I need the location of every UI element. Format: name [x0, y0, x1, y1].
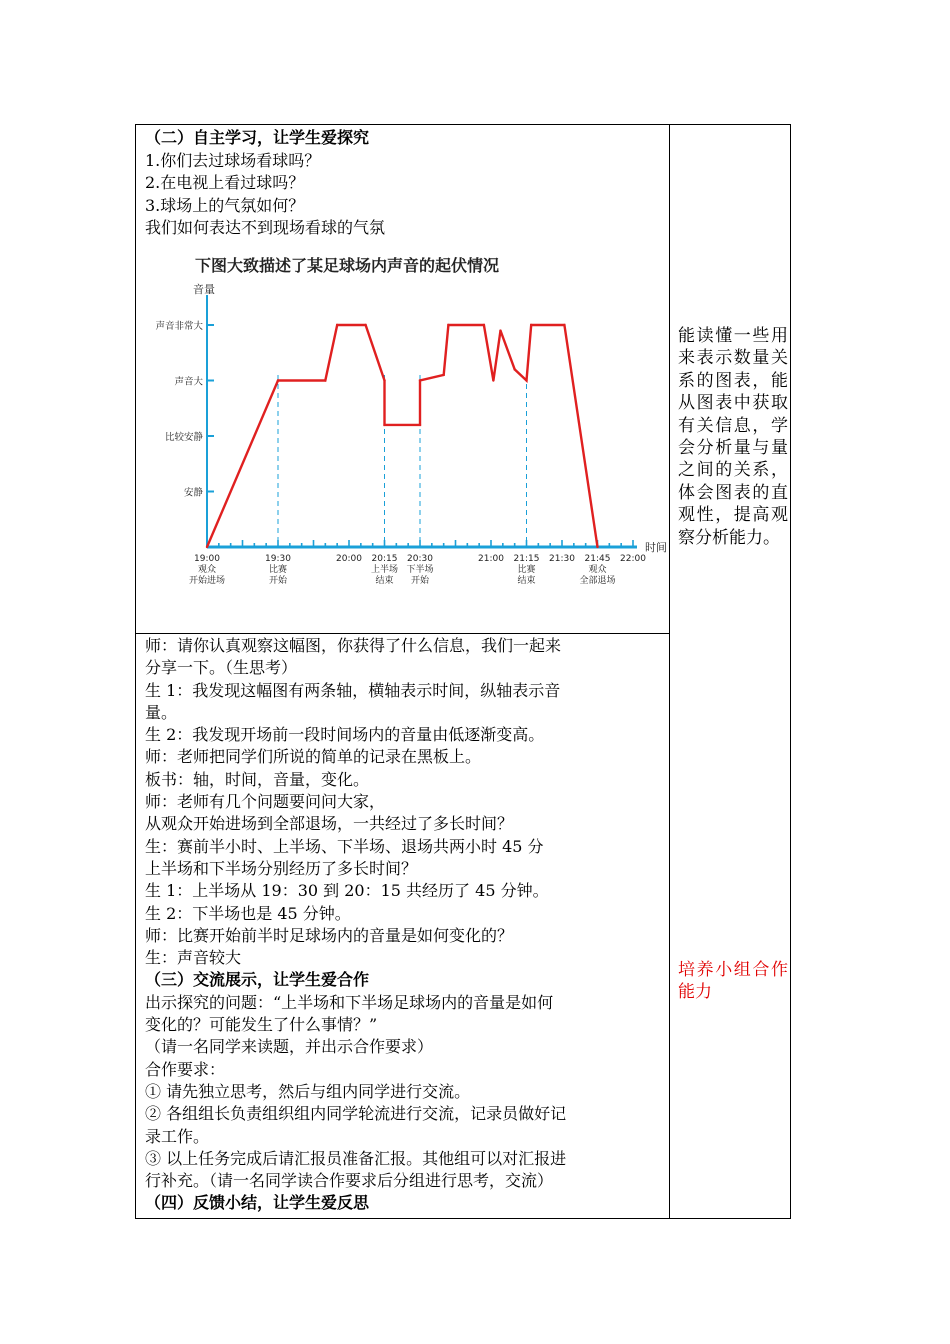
x-tick-label: 20:15: [371, 554, 398, 564]
text-line: 生：声音较大: [145, 948, 242, 968]
volume-chart: [145, 235, 671, 611]
volume-line: [207, 325, 598, 547]
text-line: 板书：轴，时间，音量，变化。: [145, 769, 370, 789]
text-line: 分享一下。（生思考）: [145, 658, 298, 678]
x-tick-label: 开始: [410, 576, 430, 586]
x-tick-label: 比赛: [517, 565, 536, 575]
text-line: 行补充。（请一名同学读合作要求后分组进行思考，交流）: [145, 1171, 554, 1191]
text-line: 量。: [145, 702, 178, 722]
text-line: ② 各组组长负责组织组内同学轮流进行交流，记录员做好记: [145, 1104, 567, 1124]
data-point: [277, 379, 279, 381]
x-tick-label: 开始进场: [188, 576, 226, 586]
x-tick-label: 20:00: [336, 554, 362, 564]
volume-chart-svg: [145, 235, 671, 611]
text-line: 我们如何表达不到现场看球的气氛: [145, 218, 386, 237]
y-tick-label: 比较安静: [164, 432, 203, 443]
data-point: [206, 546, 208, 548]
text-line: 录工作。: [145, 1126, 210, 1146]
objective-note: 能读懂一些用来表示数量关系的图表，能从图表中获取有关信息，学会分析量与量之间的关系，体会图表的直观性，提高观察分析能力。: [678, 326, 788, 548]
data-point: [513, 368, 515, 370]
data-point: [419, 379, 421, 381]
data-point: [492, 379, 494, 381]
text-line: 师：老师把同学们所说的简单的记录在黑板上。: [145, 747, 482, 767]
discussion-text: [145, 635, 667, 1215]
x-tick-label: 观众: [197, 565, 217, 575]
data-point: [383, 424, 385, 426]
data-point: [419, 424, 421, 426]
x-tick-label: 19:30: [265, 554, 291, 564]
text-line: 生 2：我发现开场前一段时间场内的音量由低逐渐变高。: [145, 725, 545, 745]
row-divider: [136, 633, 669, 634]
text-line: 师：比赛开始前半时足球场内的音量是如何变化的？: [145, 925, 514, 945]
x-tick-label: 21:00: [478, 554, 504, 564]
section-heading: （二）自主学习，让学生爱探究: [145, 128, 370, 147]
y-tick-label: 声音大: [174, 376, 203, 388]
y-tick-label: 声音非常大: [155, 321, 203, 332]
x-axis-title: 时间: [645, 541, 667, 554]
x-tick-label: 结束: [375, 576, 394, 586]
text-line: ③ 以上任务完成后请汇报员准备汇报。其他组可以对汇报进: [145, 1148, 567, 1168]
chart-title: 下图大致描述了某足球场内声音的起伏情况: [195, 256, 500, 275]
text-line: 从观众开始进场到全部退场，一共经过了多长时间？: [145, 814, 514, 834]
data-point: [596, 546, 598, 548]
text-line: 2.在电视上看过球吗？: [145, 173, 305, 192]
x-tick-label: 上半场: [370, 565, 399, 575]
section-heading: （三）交流展示，让学生爱合作: [145, 970, 370, 990]
text-line: 出示探究的问题：“上半场和下半场足球场内的音量是如何: [145, 992, 554, 1012]
text-line: 生 1：我发现这幅图有两条轴，横轴表示时间，纵轴表示音: [145, 680, 561, 700]
x-tick-label: 比赛: [268, 565, 288, 575]
data-point: [447, 324, 449, 326]
section-heading: （四）反馈小结，让学生爱反思: [145, 1193, 370, 1213]
x-tick-label: 20:30: [407, 554, 433, 564]
text-line: 上半场和下半场分别经历了多长时间？: [145, 858, 418, 878]
text-line: 合作要求：: [145, 1059, 226, 1079]
x-tick-label: 21:15: [513, 554, 540, 564]
data-point: [483, 324, 485, 326]
x-tick-label: 结束: [517, 576, 536, 586]
text-line: ① 请先独立思考，然后与组内同学进行交流。: [145, 1081, 471, 1101]
text-line: 师：请你认真观察这幅图，你获得了什么信息，我们一起来: [145, 636, 562, 655]
y-tick-label: 安静: [183, 487, 203, 499]
text-line: 师：老师有几个问题要问问大家，: [145, 792, 386, 812]
x-tick-label: 22:00: [620, 554, 646, 564]
text-line: 变化的？可能发生了什么事情？”: [145, 1015, 378, 1035]
data-point: [499, 329, 501, 331]
data-point: [563, 324, 565, 326]
text-line: 3.球场上的气氛如何？: [145, 195, 305, 215]
x-tick-label: 21:30: [549, 554, 575, 564]
data-point: [442, 374, 444, 376]
text-line: 生：赛前半小时、上半场、下半场、退场共两小时 45 分: [145, 836, 544, 856]
data-point: [336, 324, 338, 326]
data-point: [530, 324, 532, 326]
lesson-table: [135, 124, 791, 1219]
text-line: （请一名同学来读题，并出示合作要求）: [145, 1037, 434, 1057]
section2-text: [145, 127, 667, 240]
x-tick-label: 开始: [268, 576, 288, 586]
text-line: 生 2：下半场也是 45 分钟。: [145, 903, 351, 923]
text-line: 1.你们去过球场看球吗？: [145, 150, 321, 170]
x-tick-label: 全部退场: [579, 576, 616, 586]
y-axis-title: 音量: [193, 283, 215, 296]
x-tick-label: 19:00: [194, 554, 220, 564]
x-tick-label: 下半场: [406, 565, 434, 575]
x-tick-label: 21:45: [584, 554, 611, 564]
cooperation-note: 培养小组合作能力: [678, 960, 788, 1003]
data-point: [525, 379, 527, 381]
x-tick-label: 观众: [588, 565, 607, 575]
text-line: 生 1：上半场从 19：30 到 20：15 共经历了 45 分钟。: [145, 881, 549, 901]
data-point: [383, 379, 385, 381]
data-point: [324, 379, 326, 381]
data-point: [364, 324, 366, 326]
